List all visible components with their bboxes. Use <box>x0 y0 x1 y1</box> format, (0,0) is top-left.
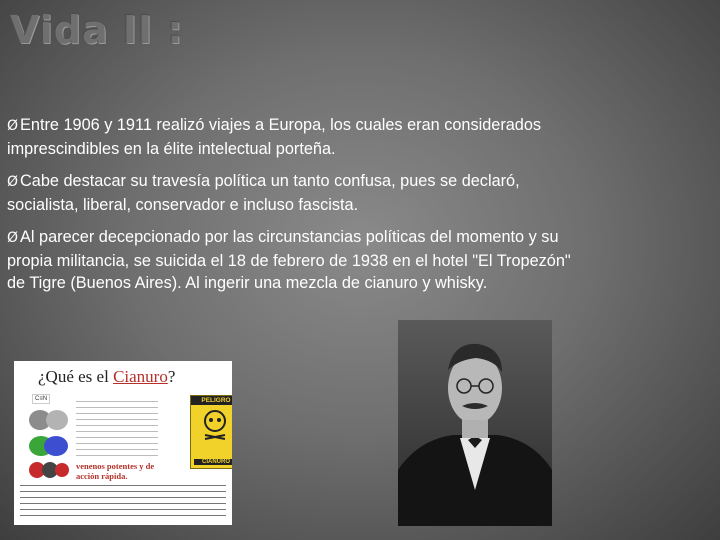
danger-sign-footer: CIANURO <box>194 459 232 465</box>
arrow-bullet-icon: Ø <box>7 118 19 134</box>
slide-title: Vida II : <box>10 8 184 52</box>
danger-sign-header: PELIGRO <box>191 396 232 405</box>
cyanide-infographic-image <box>14 361 232 525</box>
skull-icon <box>191 405 232 445</box>
bullet-text: Entre 1906 y 1911 realizó viajes a Europa, los cuales eran considerados imprescindibles en la élite intelectual porteña. <box>7 116 542 158</box>
portrait-photo <box>398 320 552 526</box>
infographic-footer-text <box>20 485 226 519</box>
infographic-warning-text: venenos potentes y de acción rápida. <box>76 461 155 481</box>
bullet-text: Cabe destacar su travesía política un tanto confusa, pues se declaró, socialista, liberal, conservador e incluso fascista. <box>7 172 520 214</box>
bullet-text: Al parecer decepcionado por las circunstancias políticas del momento y su propia militancia, se suicida el 18 de febrero de 1938 en el hotel "El Tropezón" de Tigre (Buenos Aires). Al ingerir una mezcla de cianuro y whisky. <box>7 228 571 292</box>
danger-sign <box>190 395 232 469</box>
molecule-model-icon <box>28 409 70 431</box>
infographic-title: ¿Qué es el Cianuro? <box>38 367 176 386</box>
bullet-list <box>7 114 577 305</box>
cyanide-formula: C≡N <box>32 394 50 404</box>
bullet-item <box>7 114 577 160</box>
arrow-bullet-icon: Ø <box>7 230 19 246</box>
arrow-bullet-icon: Ø <box>7 174 19 190</box>
bullet-item <box>7 226 577 295</box>
bullet-item <box>7 170 577 216</box>
molecule-model-icon <box>28 435 70 457</box>
infographic-body-text <box>76 401 158 457</box>
molecule-model-icon <box>28 459 70 481</box>
